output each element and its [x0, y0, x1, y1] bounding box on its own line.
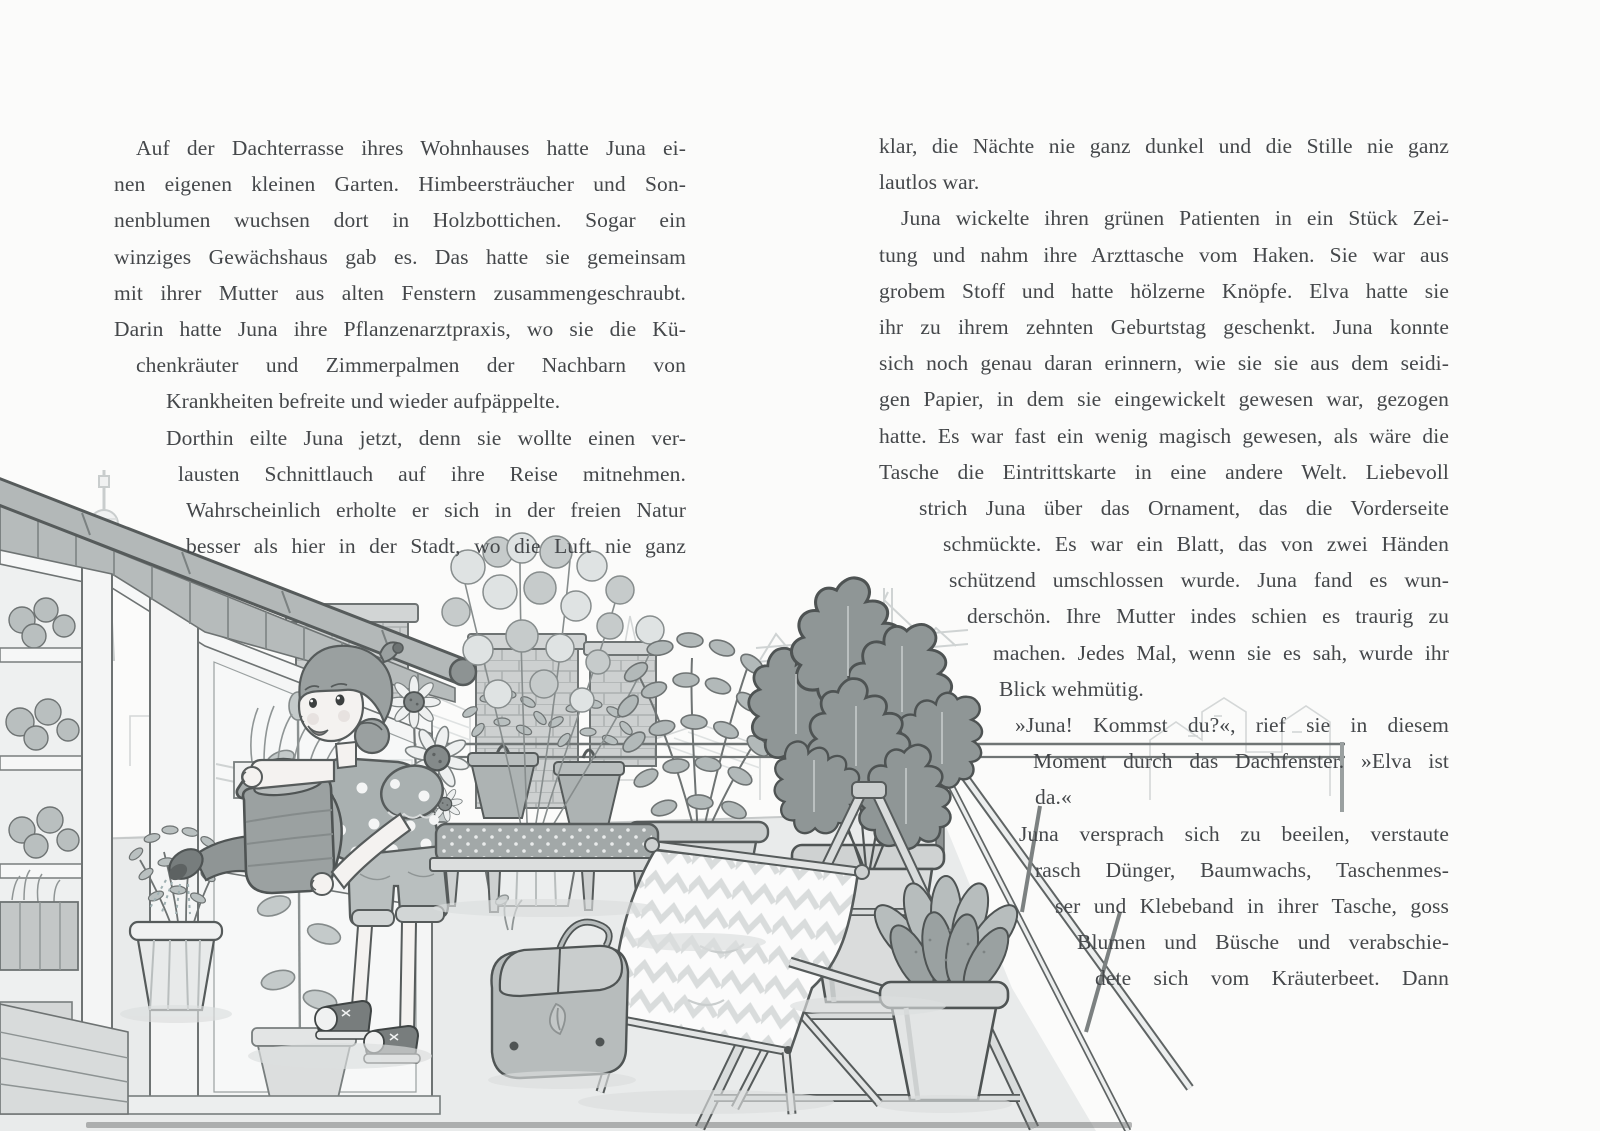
text-line: chenkräuter und Zimmerpalmen der Nachbarn von [136, 353, 686, 378]
text-line: sich noch genau daran erinnern, wie sie sie aus dem seidi- [879, 351, 1449, 376]
text-line: ser und Klebeband in ihrer Tasche, goss [1055, 893, 1449, 918]
text-line: nenblumen wuchsen dort in Holzbottichen. Sogar ein [114, 208, 686, 233]
text-line: derschön. Ihre Mutter indes schien es traurig zu [967, 604, 1449, 629]
text-line: rasch Dünger, Baumwachs, Taschenmes- [1035, 857, 1449, 882]
text-line: da.« [1035, 785, 1072, 810]
text-line: Krankheiten befreite und wieder aufpäppelte. [166, 389, 561, 414]
text-line: Juna versprach sich zu beeilen, verstaute [1019, 821, 1449, 846]
text-line: Juna wickelte ihren grünen Patienten in ein Stück Zei- [901, 206, 1449, 231]
text-line: Tasche die Eintrittskarte in eine andere Welt. Liebevoll [879, 459, 1449, 484]
text-line: besser als hier in der Stadt, wo die Luft nie ganz [186, 534, 686, 559]
text-line: lausten Schnittlauch auf ihre Reise mitnehmen. [178, 461, 686, 486]
text-line: klar, die Nächte nie ganz dunkel und die Stille nie ganz [879, 134, 1449, 158]
text-line: Wahrscheinlich erholte er sich in der freien Natur [186, 497, 686, 522]
right-page-text [879, 128, 1449, 997]
text-line: Blick wehmütig. [999, 676, 1144, 701]
text-line: Darin hatte Juna ihre Pflanzenarztpraxis, wo sie die Kü- [114, 316, 686, 341]
page-bottom-edge [86, 1122, 1132, 1128]
text-line: Blumen und Büsche und verabschie- [1077, 930, 1449, 955]
text-line: schützend umschlossen wurde. Juna fand es wun- [949, 568, 1449, 593]
text-line: machen. Jedes Mal, wenn sie es sah, wurde ihr [993, 640, 1449, 665]
left-page-text [114, 130, 686, 564]
text-line: dete sich vom Kräuterbeet. Dann [1095, 966, 1449, 991]
text-line: tung und nahm ihre Arzttasche vom Haken. Sie war aus [879, 242, 1449, 267]
text-line: hatte. Es war fast ein wenig magisch gewesen, als wäre die [879, 423, 1449, 448]
text-line: ihr zu ihrem zehnten Geburtstag geschenkt. Juna konnte [879, 314, 1449, 339]
text-line: Dorthin eilte Juna jetzt, denn sie wollte einen ver- [166, 425, 686, 450]
text-line: Auf der Dachterrasse ihres Wohnhauses hatte Juna ei- [136, 136, 686, 160]
text-line: mit ihrer Mutter aus alten Fenstern zusammengeschraubt. [114, 280, 686, 305]
text-line: strich Juna über das Ornament, das die Vorderseite [919, 495, 1449, 520]
text-line: nen eigenen kleinen Garten. Himbeersträucher und Son- [114, 172, 686, 197]
text-line: »Juna! Kommst du?«, rief sie in diesem [1015, 713, 1449, 737]
text-line: lautlos war. [879, 170, 980, 195]
text-line: Moment durch das Dachfenster. »Elva ist [1033, 749, 1449, 774]
text-line: gen Papier, in dem sie eingewickelt gewesen war, gezogen [879, 387, 1449, 412]
text-line: schmückte. Es war ein Blatt, das von zwei Händen [943, 532, 1449, 557]
text-line: grobem Stoff und hatte hölzerne Knöpfe. Elva hatte sie [879, 278, 1449, 303]
text-line: winziges Gewächshaus gab es. Das hatte sie gemeinsam [114, 244, 686, 269]
